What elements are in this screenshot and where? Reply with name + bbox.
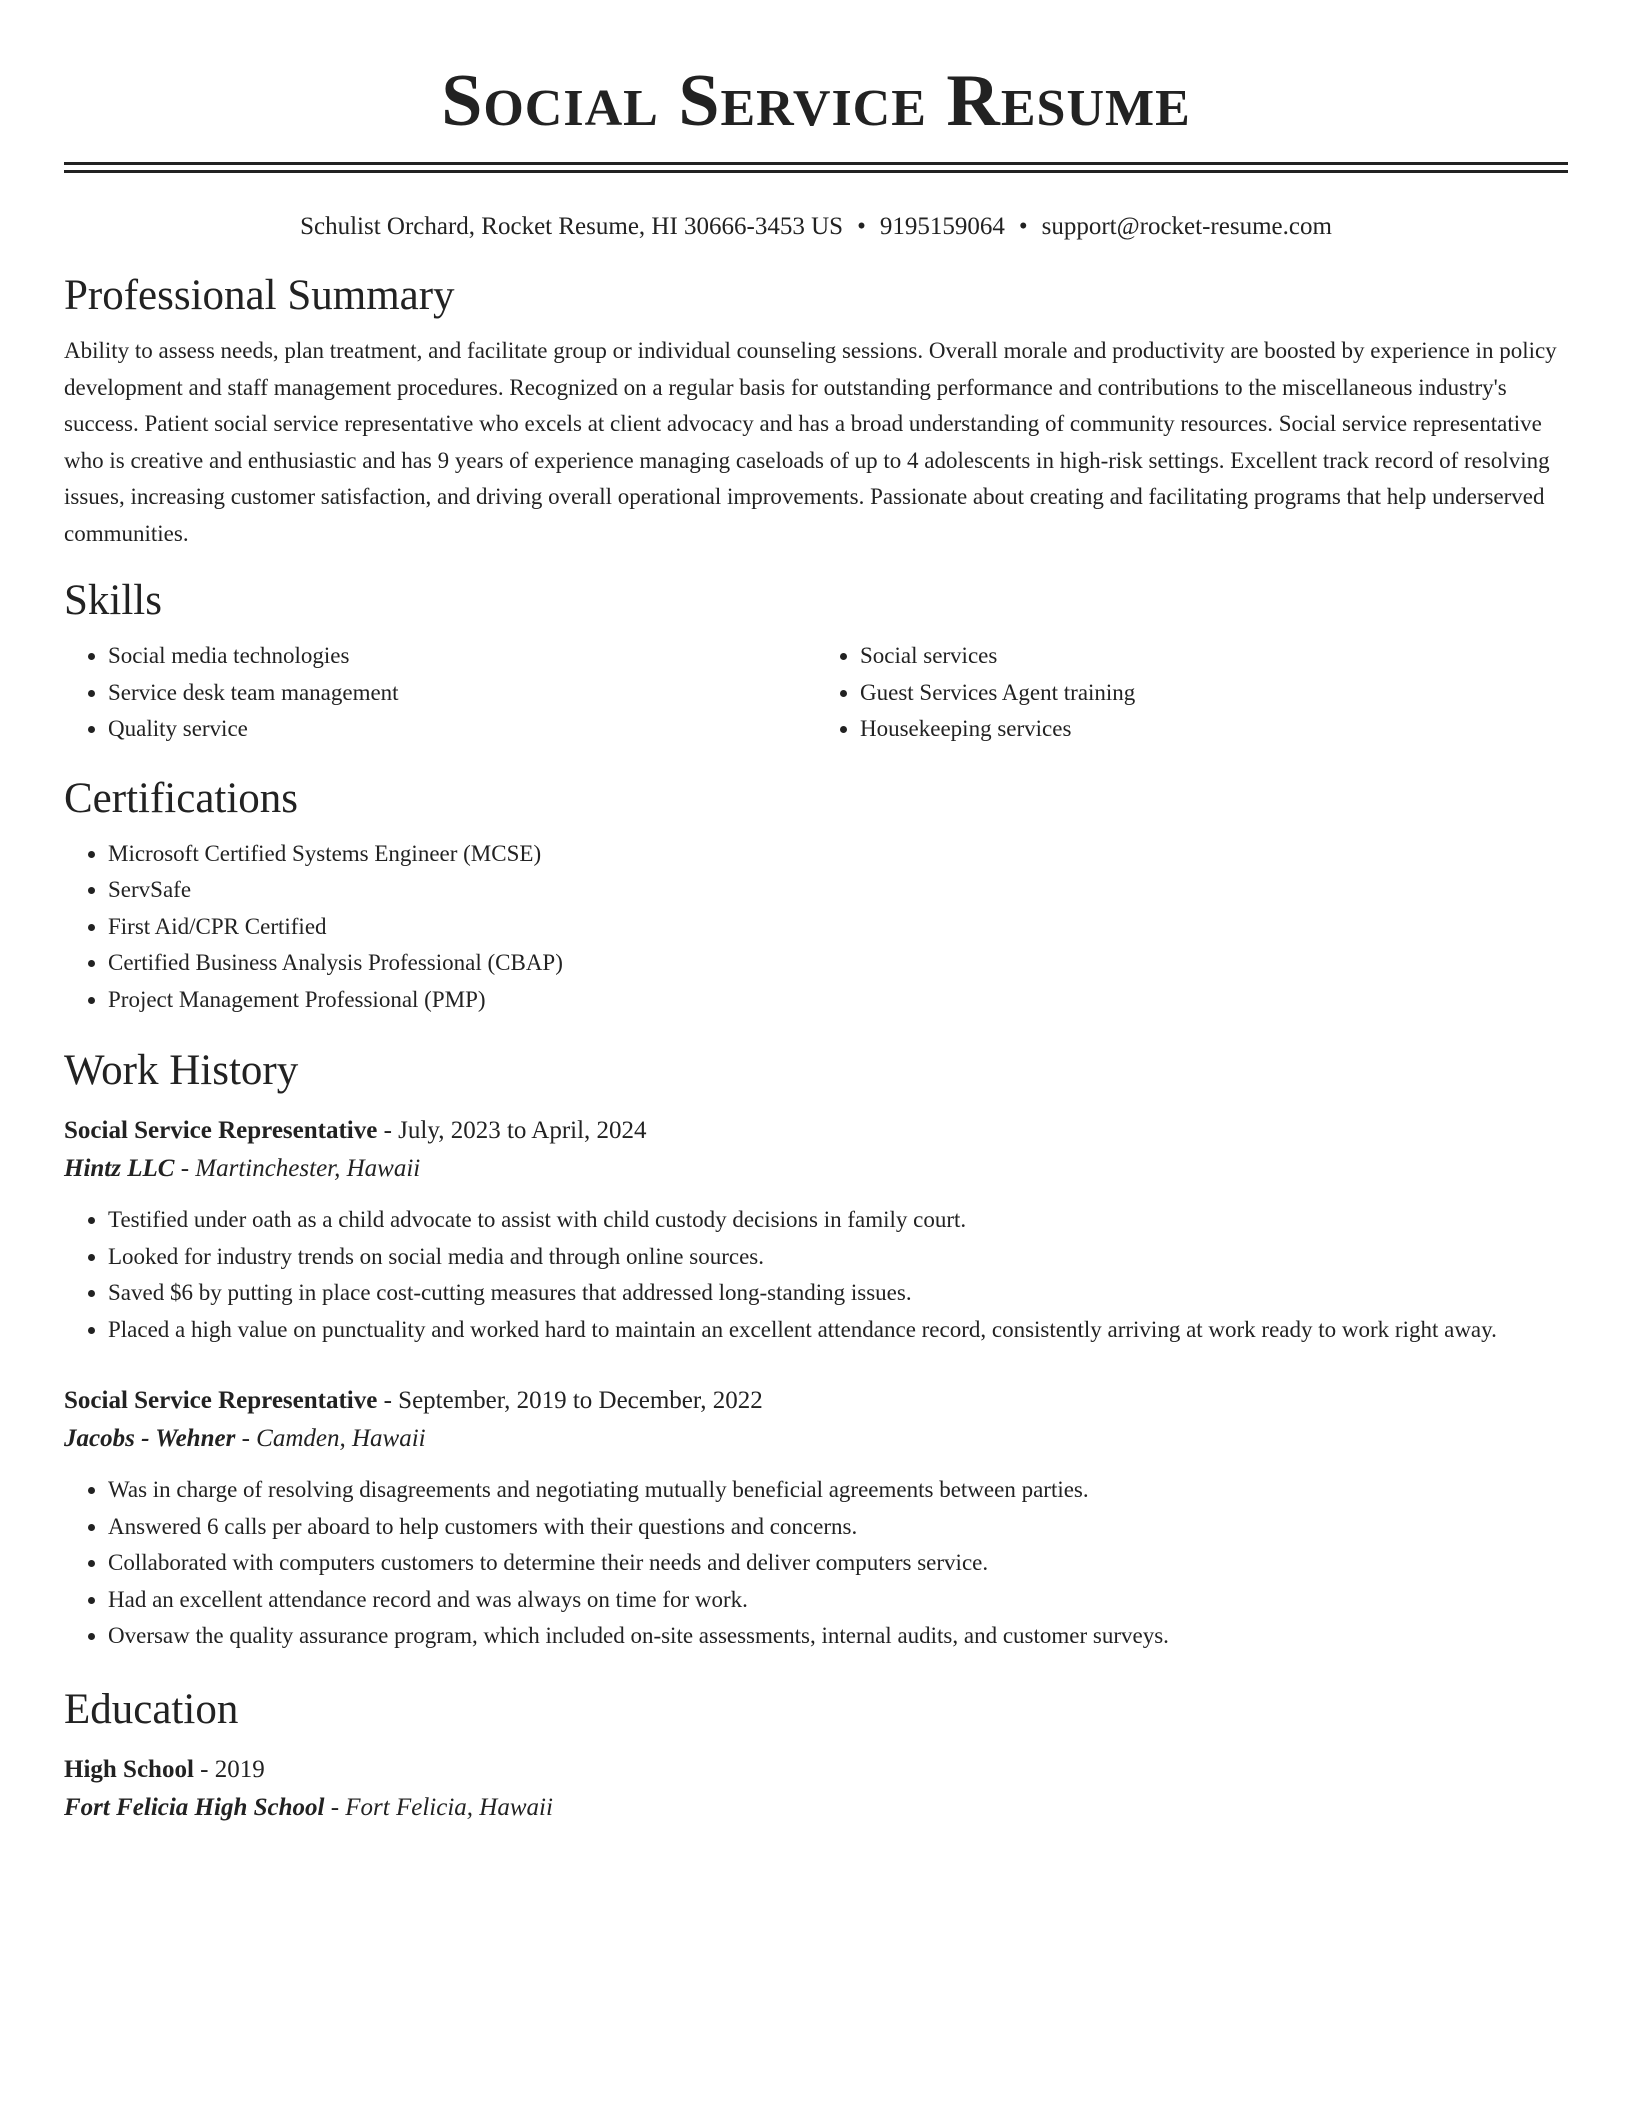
education-year: - 2019 — [193, 1755, 265, 1783]
skill-item: • Social media technologies — [108, 638, 816, 675]
education-school: Fort Felicia High School — [64, 1793, 325, 1821]
job-bullet: • Collaborated with computers customers to determine their needs and deliver computers service. — [108, 1545, 1568, 1582]
job-dates: - July, 2023 to April, 2024 — [377, 1117, 647, 1144]
job-entry — [64, 1382, 1568, 1655]
job-bullet: • Oversaw the quality assurance program, which included on-site assessments, internal audits, and customer surveys. — [108, 1618, 1568, 1655]
certification-item: • Certified Business Analysis Professional (CBAP) — [108, 945, 1568, 982]
job-bullet: • Had an excellent attendance record and was always on time for work. — [108, 1582, 1568, 1619]
work-history-section — [64, 1044, 1568, 1655]
certification-item: • ServSafe — [108, 872, 1568, 909]
job-bullet: • Answered 6 calls per aboard to help customers with their questions and concerns. — [108, 1509, 1568, 1546]
contact-separator: • — [857, 213, 866, 240]
certifications-heading: Certifications — [64, 774, 299, 822]
job-title-line — [64, 1382, 1568, 1420]
education-section — [64, 1683, 1568, 1827]
education-school-line — [64, 1789, 1568, 1827]
job-location: - Camden, Hawaii — [235, 1425, 426, 1452]
summary-text: Ability to assess needs, plan treatment, and facilitate group or individual counseling sessions. Overall morale and productivity are boosted by experience in policy development and staff management procedures. Recognized on a regular basis for outstanding performance and contributions to the miscellaneous industry's success. Patient social service representative who excels at client advocacy and has a broad understanding of community resources. Social service representative who is creative and enthusiastic and has 9 years of experience managing caseloads of up to 4 adolescents in high-risk settings. Excellent track record of resolving issues, increasing customer satisfaction, and driving overall operational improvements. Passionate about creating and facilitating programs that help underserved communities. — [64, 338, 1557, 546]
skill-item: • Service desk team management — [108, 675, 816, 712]
education-degree: High School — [64, 1755, 194, 1783]
contact-address: Schulist Orchard, Rocket Resume, HI 30666-3453 US — [300, 213, 844, 240]
job-bullets — [64, 1202, 1568, 1348]
skills-section — [64, 574, 1568, 748]
skill-item: • Quality service — [108, 711, 816, 748]
job-location: - Martinchester, Hawaii — [174, 1155, 421, 1182]
job-title: Social Service Representative — [64, 1387, 378, 1414]
contact-email: support@rocket-resume.com — [1041, 213, 1332, 240]
certification-item: • First Aid/CPR Certified — [108, 909, 1568, 946]
skills-list-left — [64, 638, 816, 748]
job-company-line — [64, 1420, 1568, 1458]
education-heading: Education — [64, 1685, 239, 1733]
education-degree-line — [64, 1751, 1568, 1789]
certification-item: • Project Management Professional (PMP) — [108, 982, 1568, 1019]
skill-item: • Guest Services Agent training — [860, 675, 1568, 712]
certifications-section — [64, 772, 1568, 1019]
skill-item: • Housekeeping services — [860, 711, 1568, 748]
certification-item: • Microsoft Certified Systems Engineer (MCSE) — [108, 836, 1568, 873]
title-divider — [64, 162, 1568, 173]
job-bullet: • Saved $6 by putting in place cost-cutting measures that addressed long-standing issues. — [108, 1275, 1568, 1312]
work-history-heading: Work History — [64, 1047, 299, 1094]
resume-title: Social Service Resume — [441, 60, 1191, 142]
skills-list-right — [816, 638, 1568, 748]
job-bullet: • Placed a high value on punctuality and worked hard to maintain an excellent attendance record, consistently arriving at work ready to work right away. — [108, 1312, 1568, 1349]
summary-heading: Professional Summary — [64, 272, 455, 319]
job-bullet: • Looked for industry trends on social media and through online sources. — [108, 1239, 1568, 1276]
contact-line — [64, 209, 1568, 245]
contact-separator: • — [1018, 213, 1028, 240]
summary-section — [64, 269, 1568, 552]
job-company-line — [64, 1150, 1568, 1188]
job-bullet: • Was in charge of resolving disagreements and negotiating mutually beneficial agreements between parties. — [108, 1472, 1568, 1509]
job-company: Jacobs - Wehner — [64, 1425, 236, 1452]
skills-grid — [64, 638, 1568, 748]
education-location: - Fort Felicia, Hawaii — [324, 1793, 553, 1821]
contact-phone: 9195159064 — [879, 213, 1005, 240]
job-entry — [64, 1112, 1568, 1348]
job-title: Social Service Representative — [64, 1117, 378, 1144]
job-bullets — [64, 1472, 1568, 1655]
skill-item: • Social services — [860, 638, 1568, 675]
skills-heading: Skills — [64, 577, 162, 624]
job-bullet: • Testified under oath as a child advocate to assist with child custody decisions in family court. — [108, 1202, 1568, 1239]
job-title-line — [64, 1112, 1568, 1150]
job-dates: - September, 2019 to December, 2022 — [377, 1387, 763, 1414]
certifications-list — [64, 836, 1568, 1019]
job-company: Hintz LLC — [64, 1155, 175, 1182]
